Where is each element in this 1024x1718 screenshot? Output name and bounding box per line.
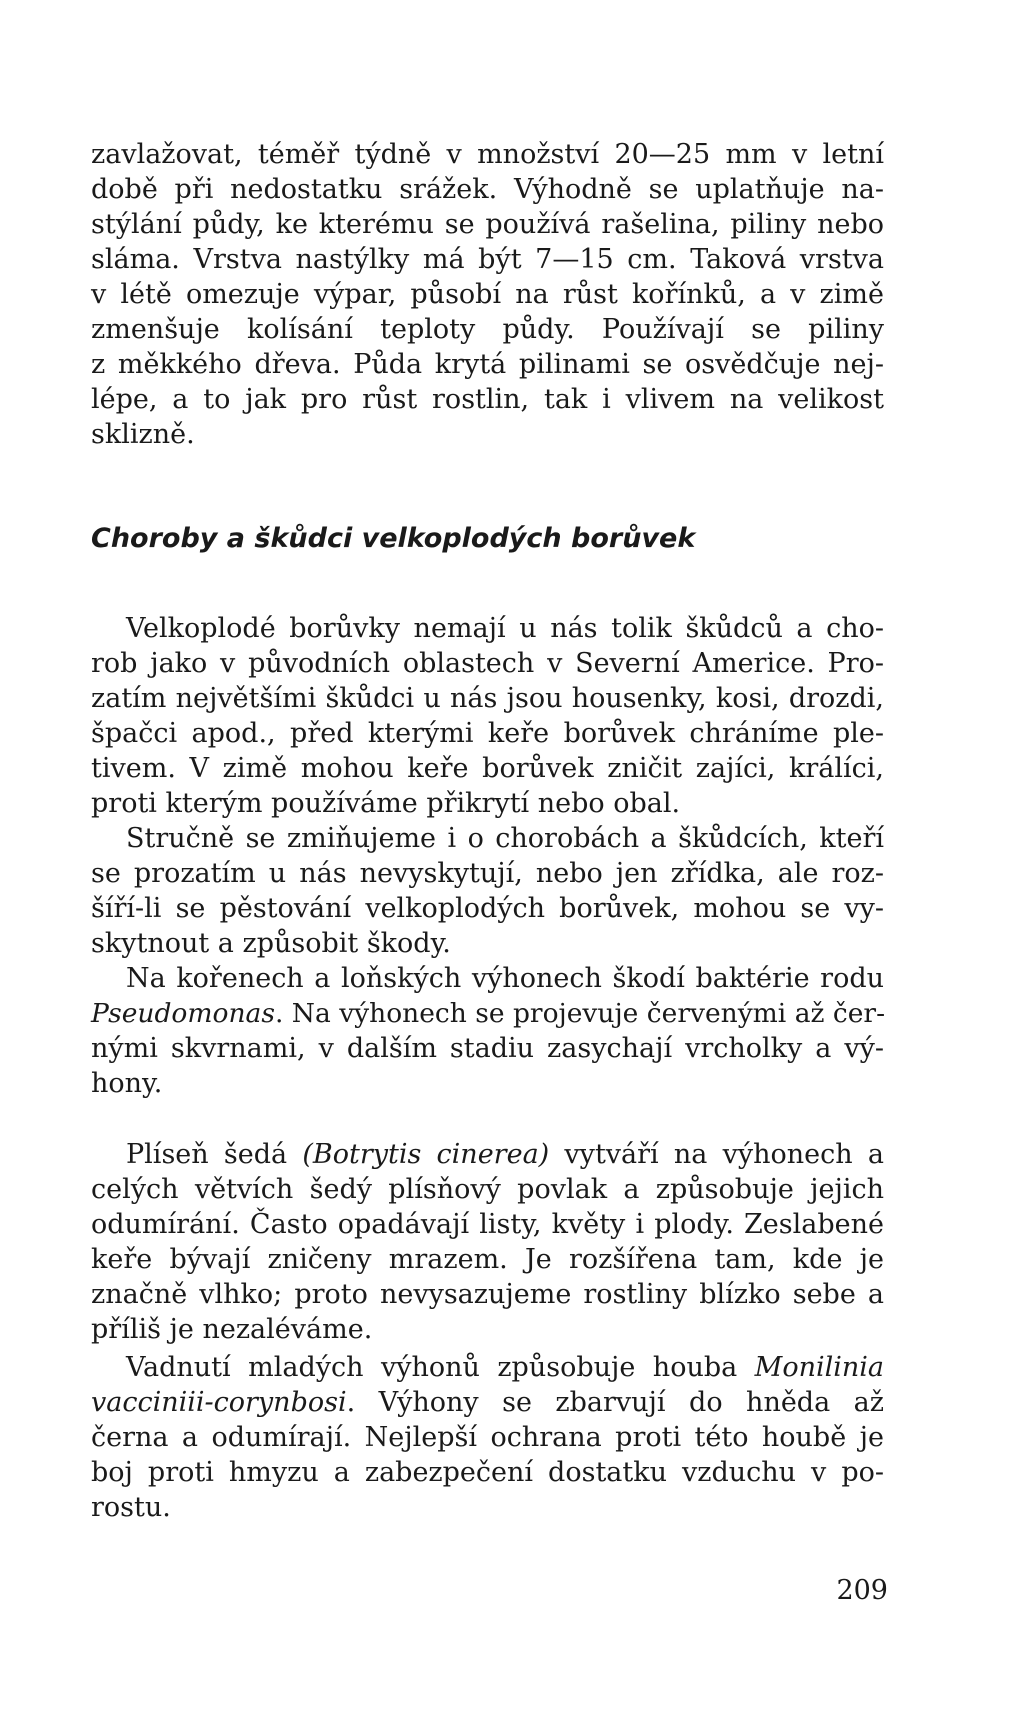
text-line: se prozatím u nás nevyskytují, nebo jen zřídka, ale roz- xyxy=(91,858,884,889)
text-line: skytnout a způsobit škody. xyxy=(91,928,451,959)
text-line: lépe, a to jak pro růst rostlin, tak i vlivem na velikost xyxy=(91,384,884,415)
text-line: šíří-li se pěstování velkoplodých borůvek, mohou se vy- xyxy=(91,893,884,924)
text-line: boj proti hmyzu a zabezpečení dostatku vzduchu v po- xyxy=(91,1457,884,1488)
text-line: proti kterým používáme přikrytí nebo obal. xyxy=(91,788,681,819)
text-span: Vadnutí mladých výhonů způsobuje houba xyxy=(126,1352,755,1383)
text-line: stýlání půdy, ke kterému se používá rašelina, piliny nebo xyxy=(91,209,884,240)
text-line: rostu. xyxy=(91,1492,171,1523)
text-line xyxy=(126,1351,884,1385)
text-line: rob jako v původních oblastech v Severní Americe. Pro- xyxy=(91,648,884,679)
text-span: . Na výhonech se projevuje červenými až čer- xyxy=(274,998,886,1029)
text-line: z měkkého dřeva. Půda krytá pilinami se osvědčuje nej- xyxy=(91,349,884,380)
text-line: špačci apod., před kterými keře borůvek chráníme ple- xyxy=(91,718,884,749)
text-line: Velkoplodé borůvky nemají u nás tolik škůdců a cho- xyxy=(126,613,884,644)
text-line xyxy=(91,1386,884,1420)
text-line xyxy=(126,1138,884,1172)
text-line: příliš je nezaléváme. xyxy=(91,1314,373,1345)
italic-genus-name: Monilinia xyxy=(754,1352,884,1383)
text-line: Stručně se zmiňujeme i o chorobách a škůdcích, kteří xyxy=(126,823,884,854)
italic-genus-name: Pseudomonas xyxy=(91,998,275,1029)
section-heading: Choroby a škůdci velkoplodých borůvek xyxy=(91,523,696,554)
text-span: . Výhony se zbarvují do hněda až xyxy=(346,1387,884,1418)
text-span: Plíseň šedá xyxy=(126,1139,303,1170)
italic-species-name: (Botrytis cinerea) xyxy=(302,1139,550,1170)
text-line: v létě omezuje výpar, působí na růst kořínků, a v zimě xyxy=(91,279,884,310)
text-line: celých větvích šedý plísňový povlak a způsobuje jejich xyxy=(91,1174,884,1205)
italic-species-name: vacciniii-corynbosi xyxy=(91,1387,347,1418)
text-line: značně vlhko; proto nevysazujeme rostliny blízko sebe a xyxy=(91,1279,884,1310)
page-number: 209 xyxy=(836,1575,888,1606)
text-line xyxy=(91,997,884,1031)
text-line: černa a odumírají. Nejlepší ochrana proti této houbě je xyxy=(91,1422,884,1453)
text-line: Na kořenech a loňských výhonech škodí baktérie rodu xyxy=(126,963,884,994)
text-line: nými skvrnami, v dalším stadiu zasychají vrcholky a vý- xyxy=(91,1033,884,1064)
text-span: vytváří na výhonech a xyxy=(549,1139,884,1170)
text-line: hony. xyxy=(91,1068,163,1099)
text-line: sláma. Vrstva nastýlky má být 7—15 cm. Taková vrstva xyxy=(91,244,884,275)
text-line: zmenšuje kolísání teploty půdy. Používají se piliny xyxy=(91,314,884,345)
text-line: odumírání. Často opadávají listy, květy i plody. Zeslabené xyxy=(91,1209,884,1240)
text-line: tivem. V zimě mohou keře borůvek zničit zajíci, králíci, xyxy=(91,753,884,784)
text-line: keře bývají zničeny mrazem. Je rozšířena tam, kde je xyxy=(91,1244,884,1275)
text-line: zatím největšími škůdci u nás jsou housenky, kosi, drozdi, xyxy=(91,683,884,714)
text-line: zavlažovat, téměř týdně v množství 20—25 mm v letní xyxy=(91,139,884,170)
text-line: sklizně. xyxy=(91,419,195,450)
text-line: době při nedostatku srážek. Výhodně se uplatňuje na- xyxy=(91,174,884,205)
